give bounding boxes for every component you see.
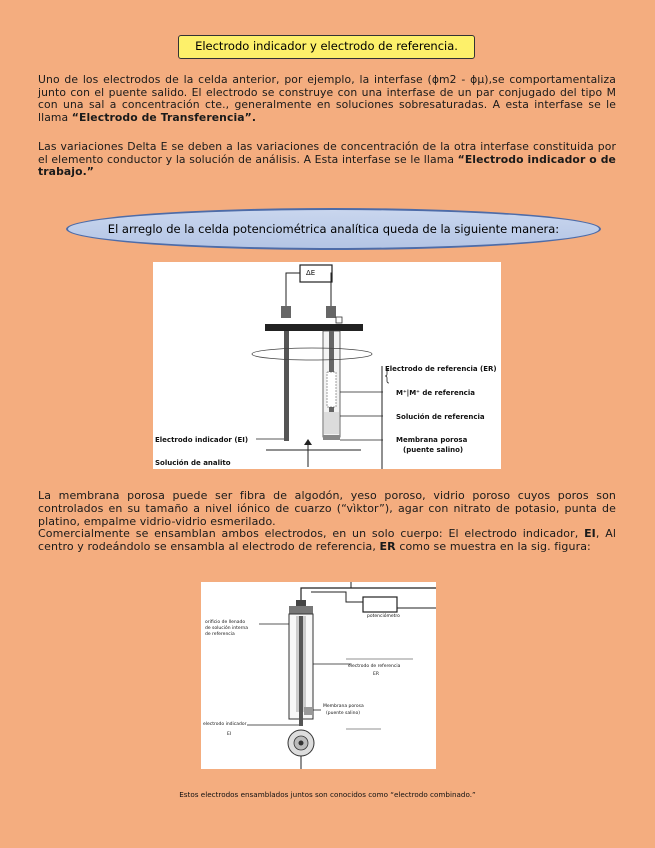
er-abbr-label: ER [373, 672, 379, 677]
er-label: electrodo de referencia [348, 664, 401, 669]
page-title: Electrodo indicador y electrodo de referencia. [178, 35, 475, 59]
couple-label: M⁺|M⁺ de referencia [396, 389, 475, 397]
analyte-label: Solución de analito [155, 459, 231, 467]
caption: Estos electrodos ensamblados juntos son conocidos como “electrodo combinado.” [179, 790, 476, 799]
fill-orifice-label-2: de solución interna [205, 626, 249, 631]
membrane2-label: Membrana porosa [323, 704, 364, 709]
ref-solution-label: Solución de referencia [396, 413, 485, 421]
combined-electrode-drawing [201, 582, 436, 769]
highlight-oval: El arreglo de la celda potenciométrica analítica queda de la siguiente manera: [66, 208, 601, 250]
bridge-label: (puente salino) [403, 446, 464, 454]
paragraph-membrane: La membrana porosa puede ser fibra de algodón, yeso poroso, vidrio poroso cuyos poros son controlados en su tamaño a nivel iónico de cuarzo (“vìktor”), agar con nitrato de potasio, punta de platino, empalme vidrio-vidrio esmerilado. [38, 489, 616, 528]
fill-orifice-label: orificio de llenado [205, 620, 246, 625]
fill-orifice-label-3: de referencia [205, 632, 235, 637]
paragraph-text: Las variaciones Delta E se deben a las variaciones de concentración de la otra interfase constituida por el elemento conductor y la solución de análisis. A Esta interfase se le llama [38, 140, 616, 166]
potentiometer-label: potenciómetro [367, 614, 400, 619]
paragraph-indicator-electrode [38, 141, 616, 179]
paragraph-text: como se muestra en la sig. figura: [395, 539, 591, 553]
ei-abbr-label: EI [227, 732, 232, 737]
paragraph-transfer-electrode [38, 74, 616, 124]
paragraph-term: “Electrodo indicador o de trabajo.” [38, 152, 616, 179]
er-abbr: ER [379, 539, 396, 553]
indicator-label: Electrodo indicador (EI) [155, 436, 249, 444]
ei-label: electrodo indicador [203, 722, 247, 727]
paragraph-text: Comercialmente se ensamblan ambos electrodos, en un solo cuerpo: El electrodo indicador, [38, 527, 585, 540]
paragraph-text: , Al centro y rodeándolo se ensambla al electrodo de referencia, [38, 527, 616, 553]
bridge2-label: (puente salino) [326, 711, 361, 716]
paragraph-term: “Electrodo de Transferencia”. [71, 110, 257, 124]
paragraph-commercial [38, 528, 616, 554]
delta-e-label: ΔE [306, 269, 316, 277]
combined-electrode-diagram [201, 582, 436, 769]
paragraph-text: Uno de los electrodos de la celda anterior, por ejemplo, la interfase (ϕm2 - ϕμ),se comportamentaliza junto con el puente salido. El electrodo se construye con una interfase de un par conjugado del tipo M con una sal a concentración cte., generalmente en soluciones sobresaturadas. A esta interfase se le llama [38, 73, 616, 124]
ei-abbr: EI [584, 527, 596, 540]
er-title: Electrodo de referencia (ER) [385, 365, 497, 373]
membrane-label: Membrana porosa [396, 436, 468, 444]
cell-diagram [153, 262, 501, 469]
